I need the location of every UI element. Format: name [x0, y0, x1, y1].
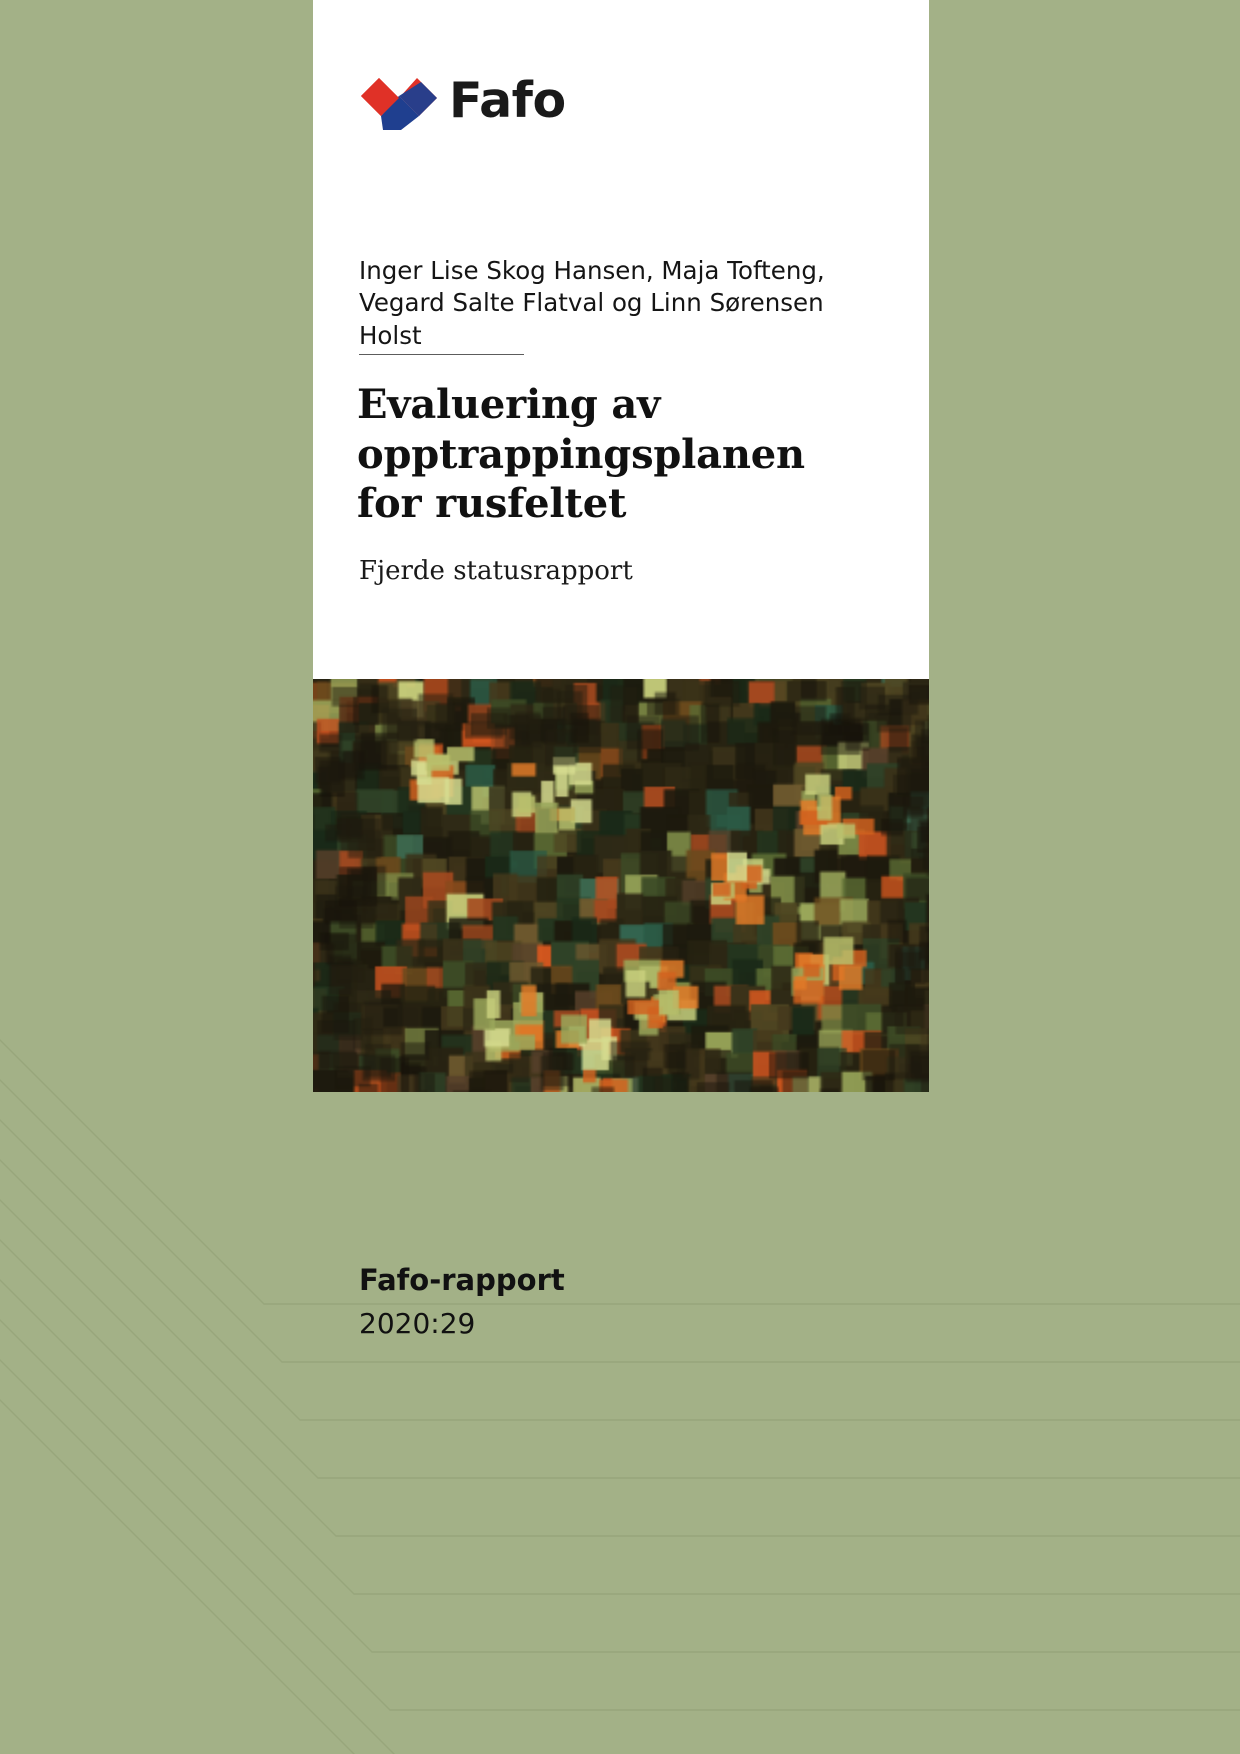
- page-subtitle: Fjerde statusrapport: [359, 556, 633, 586]
- fafo-logo: [359, 72, 566, 132]
- fafo-chevron-icon: [359, 74, 439, 130]
- page-title: Evaluering av opptrappingsplanen for rusfeltet: [357, 381, 805, 528]
- fafo-logo-mark: [359, 74, 439, 130]
- mosaic-photo: [313, 679, 929, 1092]
- fafo-logo-text: Fafo: [449, 71, 566, 129]
- authors: Inger Lise Skog Hansen, Maja Tofteng, Vegard Salte Flatval og Linn Sørensen Holst: [359, 256, 825, 350]
- cover-image: [313, 679, 929, 1092]
- series-label: Fafo-rapport: [359, 1263, 565, 1297]
- title-divider: [359, 354, 524, 355]
- series-number: 2020:29: [359, 1307, 476, 1340]
